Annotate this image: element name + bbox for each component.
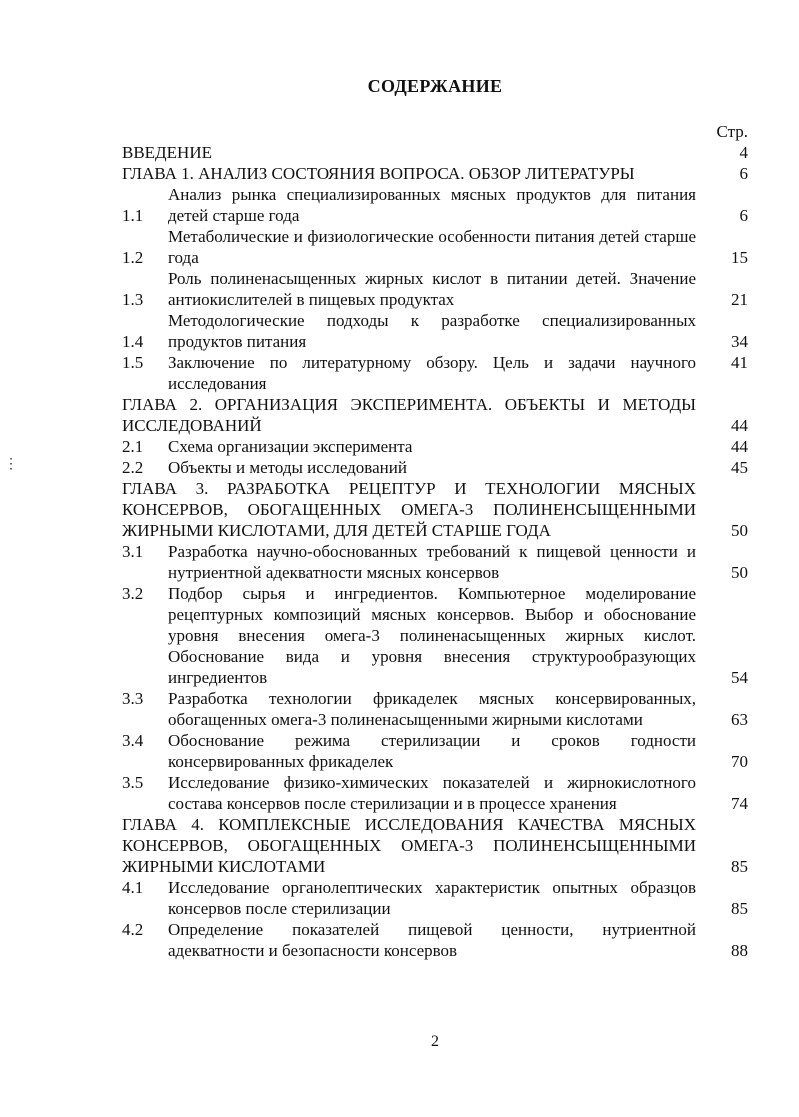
toc-entry-section-3-1 — [122, 541, 748, 583]
toc-entry-page: 85 — [731, 899, 748, 918]
toc-entry-number: 1.3 — [122, 290, 144, 309]
toc-entry-text: Подбор сырья и ингредиентов. Компьютерное моделирование рецептурных композиций мясных консервов. Выбор и обоснование уровня внесения омега-3 полиненасыщенных жирных кислот. Обоснование вида и уровня внесения структурообразующих ингредиентов — [168, 584, 696, 687]
toc-entry-text: Обоснование режима стерилизации и сроков годности консервированных фрикаделек — [168, 731, 696, 771]
toc-entry-chapter-2 — [122, 394, 748, 436]
toc-entry-section-1-1 — [122, 184, 748, 226]
toc-entry-page: 45 — [731, 458, 748, 477]
toc-entry-text: Определение показателей пищевой ценности, нутриентной адекватности и безопасности консервов — [168, 920, 696, 960]
toc-entry-text: Схема организации эксперимента — [168, 437, 413, 456]
toc-entry-page: 15 — [731, 248, 748, 267]
toc-entry-text: ВВЕДЕНИЕ — [122, 143, 212, 162]
toc-entry-text: Роль полиненасыщенных жирных кислот в питании детей. Значение антиокислителей в пищевых продуктах — [168, 269, 696, 309]
margin-mark: ⋮ — [4, 457, 18, 472]
toc-entry-number: 2.2 — [122, 458, 144, 477]
toc-entry-section-1-4 — [122, 310, 748, 352]
toc-entry-section-3-2 — [122, 583, 748, 688]
page-number: 2 — [431, 1033, 439, 1050]
toc-entry-number: 4.2 — [122, 920, 144, 939]
toc-entry-number: 3.4 — [122, 731, 144, 750]
toc-entry-page: 74 — [731, 794, 748, 813]
toc-entry-text: Исследование органолептических характеристик опытных образцов консервов после стерилизации — [168, 878, 696, 918]
toc-entry-text: ГЛАВА 3. РАЗРАБОТКА РЕЦЕПТУР И ТЕХНОЛОГИИ МЯСНЫХ КОНСЕРВОВ, ОБОГАЩЕННЫХ ОМЕГА-3 ПОЛИНЕНСЫЩЕННЫМИ ЖИРНЫМИ КИСЛОТАМИ, ДЛЯ ДЕТЕЙ СТАРШЕ ГОДА — [122, 479, 696, 540]
toc-entry-number: 3.5 — [122, 773, 144, 792]
toc-entry-chapter-3 — [122, 478, 748, 541]
toc-entry-section-1-5 — [122, 352, 748, 394]
toc-entry-text: Объекты и методы исследований — [168, 458, 407, 477]
table-of-contents — [122, 142, 748, 961]
toc-entry-text: Анализ рынка специализированных мясных продуктов для питания детей старше года — [168, 185, 696, 225]
page-title: СОДЕРЖАНИЕ — [367, 76, 503, 96]
toc-entry-number: 3.2 — [122, 584, 144, 603]
toc-entry-page: 50 — [731, 521, 748, 540]
toc-entry-text: Заключение по литературному обзору. Цель и задачи научного исследования — [168, 353, 696, 393]
toc-entry-number: 3.1 — [122, 542, 144, 561]
toc-entry-chapter-1 — [122, 163, 748, 184]
toc-entry-section-1-3 — [122, 268, 748, 310]
toc-entry-section-3-5 — [122, 772, 748, 814]
toc-entry-page: 63 — [731, 710, 748, 729]
toc-entry-page: 70 — [731, 752, 748, 771]
toc-entry-page: 88 — [731, 941, 748, 960]
toc-entry-number: 1.2 — [122, 248, 144, 267]
toc-entry-number: 1.4 — [122, 332, 144, 351]
toc-entry-section-2-1 — [122, 436, 748, 457]
toc-entry-number: 1.5 — [122, 353, 144, 372]
toc-entry-page: 6 — [739, 164, 748, 183]
toc-entry-text: Методологические подходы к разработке специализированных продуктов питания — [168, 311, 696, 351]
toc-entry-section-3-3 — [122, 688, 748, 730]
toc-entry-page: 85 — [731, 857, 748, 876]
toc-entry-text: Разработка технологии фрикаделек мясных консервированных, обогащенных омега-3 полиненасыщенными жирными кислотами — [168, 689, 696, 729]
toc-entry-number: 2.1 — [122, 437, 144, 456]
page-column-label: Стр. — [716, 122, 748, 141]
toc-entry-chapter-4 — [122, 814, 748, 877]
toc-entry-page: 4 — [739, 143, 748, 162]
toc-entry-text: ГЛАВА 1. АНАЛИЗ СОСТОЯНИЯ ВОПРОСА. ОБЗОР ЛИТЕРАТУРЫ — [122, 164, 635, 183]
toc-entry-page: 50 — [731, 563, 748, 582]
toc-entry-section-4-2 — [122, 919, 748, 961]
toc-entry-text: ГЛАВА 4. КОМПЛЕКСНЫЕ ИССЛЕДОВАНИЯ КАЧЕСТВА МЯСНЫХ КОНСЕРВОВ, ОБОГАЩЕННЫХ ОМЕГА-3 ПОЛИНЕНСЫЩЕННЫМИ ЖИРНЫМИ КИСЛОТАМИ — [122, 815, 696, 876]
toc-entry-page: 21 — [731, 290, 748, 309]
toc-entry-intro — [122, 142, 748, 163]
toc-entry-page: 44 — [731, 416, 748, 435]
toc-entry-section-3-4 — [122, 730, 748, 772]
toc-entry-page: 6 — [739, 206, 748, 225]
toc-entry-page: 34 — [731, 332, 748, 351]
toc-entry-page: 54 — [731, 668, 748, 687]
toc-entry-number: 4.1 — [122, 878, 144, 897]
toc-entry-text: ГЛАВА 2. ОРГАНИЗАЦИЯ ЭКСПЕРИМЕНТА. ОБЪЕКТЫ И МЕТОДЫ ИССЛЕДОВАНИЙ — [122, 395, 696, 435]
toc-entry-section-1-2 — [122, 226, 748, 268]
toc-entry-number: 1.1 — [122, 206, 144, 225]
toc-entry-text: Исследование физико-химических показателей и жирнокислотного состава консервов после стерилизации и в процессе хранения — [168, 773, 696, 813]
toc-entry-number: 3.3 — [122, 689, 144, 708]
toc-entry-section-2-2 — [122, 457, 748, 478]
toc-entry-page: 44 — [731, 437, 748, 456]
toc-entry-text: Метаболические и физиологические особенности питания детей старше года — [168, 227, 696, 267]
toc-entry-text: Разработка научно-обоснованных требований к пищевой ценности и нутриентной адекватности мясных консервов — [168, 542, 696, 582]
toc-entry-page: 41 — [731, 353, 748, 372]
toc-entry-section-4-1 — [122, 877, 748, 919]
